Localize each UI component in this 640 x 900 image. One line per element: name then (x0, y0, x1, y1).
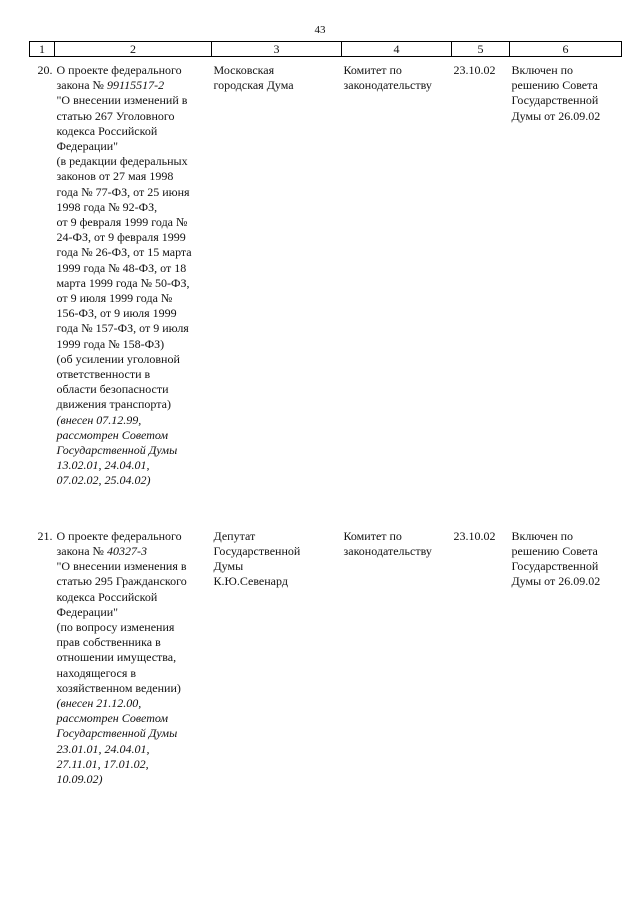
table-row (30, 57, 622, 489)
decision-line: Государственной (511, 559, 599, 574)
bill-title-text: (внесен 07.12.99, (56, 412, 142, 427)
bill-title-line (57, 397, 210, 412)
bill-title-line (57, 185, 210, 200)
committee-line: законодательству (343, 78, 432, 93)
column-header-5: 5 (452, 42, 510, 57)
bill-title-text: О проекте федерального (56, 528, 182, 543)
bill-title-text: марта 1999 года № 50-ФЗ, (56, 275, 190, 290)
bill-title-line (57, 154, 210, 169)
bill-title-line (57, 726, 210, 741)
bill-title-text: отношении имущества, (56, 650, 177, 665)
bill-title-line (57, 458, 210, 473)
author-line: городская Дума (213, 78, 294, 93)
bill-title-line (57, 291, 210, 306)
decision-line: Включен по (511, 528, 574, 543)
decision-cell (510, 57, 622, 489)
bill-title-line (57, 681, 210, 696)
committee-cell (342, 57, 452, 489)
bill-title-line (57, 230, 210, 245)
bill-title-line (57, 413, 210, 428)
bill-title-text: движения транспорта) (56, 397, 171, 412)
bill-title-text: (внесен 21.12.00, (56, 695, 142, 710)
bill-title-text: О проекте федерального (56, 63, 182, 77)
decision-line: Включен по (511, 63, 574, 77)
bill-title-line (57, 590, 210, 605)
table-body (30, 57, 622, 788)
author-line: Депутат (213, 528, 256, 543)
bill-title-text: 24-ФЗ, от 9 февраля 1999 (56, 230, 186, 245)
bill-title-text: рассмотрен Советом (56, 427, 169, 442)
bill-title-line (57, 352, 210, 367)
bill-title-line (57, 200, 210, 215)
bill-title-line (57, 574, 210, 589)
bill-title-text: законов от 27 мая 1998 (56, 169, 174, 184)
bill-title-line (57, 169, 210, 184)
bill-title-text: статью 267 Уголовного (56, 108, 175, 123)
author-line: К.Ю.Севенард (213, 574, 288, 589)
bill-title-line (57, 93, 210, 108)
column-header-2: 2 (55, 42, 212, 57)
bill-title-line (57, 529, 210, 544)
committee-cell (342, 523, 452, 787)
author-line: Государственной (213, 543, 301, 558)
bill-title-text: (по вопросу изменения (56, 619, 175, 634)
author-cell (212, 523, 342, 787)
committee-line: Комитет по (343, 63, 402, 77)
bill-title-line (57, 109, 210, 124)
bill-title-line (57, 428, 210, 443)
bill-title-text: находящегося в (56, 665, 137, 680)
bills-table (29, 41, 622, 787)
bill-title-line (57, 215, 210, 230)
decision-line: Думы от 26.09.02 (511, 108, 601, 123)
column-header-4: 4 (342, 42, 452, 57)
bill-title-line (57, 443, 210, 458)
bill-title-line (57, 742, 210, 757)
bill-title-line (57, 473, 210, 488)
bill-title-text: Государственной Думы (56, 726, 178, 741)
page-number: 43 (314, 24, 326, 36)
bill-title-line (57, 772, 210, 787)
date-cell: 23.10.02 (453, 63, 496, 77)
bill-title-text: "О внесении изменения в (56, 559, 187, 574)
bill-title-line (57, 139, 210, 154)
bill-title-line (57, 78, 210, 93)
bill-title-line (57, 63, 210, 78)
bill-title-line (57, 620, 210, 635)
bill-title-text: хозяйственном ведении) (56, 680, 181, 695)
bill-title-text: закона № (56, 543, 107, 558)
bill-title-text: года № 77-ФЗ, от 25 июня (56, 184, 190, 199)
bill-title-text: рассмотрен Советом (56, 711, 169, 726)
bill-title-text: закона № (56, 78, 107, 93)
author-line: Думы (213, 559, 244, 574)
bill-title-line (57, 605, 210, 620)
bill-title-text: ответственности в (56, 367, 151, 382)
bill-title-cell (55, 523, 212, 787)
bill-title-text: 13.02.01, 24.04.01, (56, 458, 150, 473)
bill-title-cell (55, 57, 212, 489)
bill-title-text: года № 157-ФЗ, от 9 июля (56, 321, 189, 336)
bill-number: 40327-3 (106, 543, 147, 558)
decision-cell (510, 523, 622, 787)
row-number: 20. (37, 63, 53, 77)
bill-title-text: Федерации" (56, 604, 119, 619)
bill-title-line (57, 757, 210, 772)
row-number: 21. (37, 528, 53, 543)
bill-title-line (57, 666, 210, 681)
bill-title-text: 156-ФЗ, от 9 июля 1999 (56, 306, 177, 321)
bill-title-text: 10.09.02) (56, 771, 103, 786)
bill-title-text: 07.02.02, 25.04.02) (56, 473, 151, 488)
row-spacer (30, 489, 622, 523)
bill-title-text: года № 26-ФЗ, от 15 марта (56, 245, 192, 260)
bill-title-text: 27.11.01, 17.01.02, (56, 756, 149, 771)
bill-title-text: кодекса Российской (56, 589, 158, 604)
column-header-1: 1 (30, 42, 55, 57)
bill-title-line (57, 321, 210, 336)
bill-title-line (57, 245, 210, 260)
bill-title-text: Государственной Думы (56, 443, 178, 458)
bill-title-text: (об усилении уголовной (56, 351, 180, 366)
bill-title-line (57, 306, 210, 321)
bill-title-line (57, 696, 210, 711)
column-header-3: 3 (212, 42, 342, 57)
committee-line: законодательству (343, 543, 432, 558)
decision-line: Думы от 26.09.02 (511, 574, 601, 589)
bill-title-line (57, 711, 210, 726)
bill-title-text: статью 295 Гражданского (56, 574, 187, 589)
author-line: Московская (213, 63, 275, 77)
bill-title-line (57, 261, 210, 276)
bill-title-text: кодекса Российской (56, 123, 158, 138)
bill-title-line (57, 650, 210, 665)
column-header-row (30, 42, 622, 57)
author-cell (212, 57, 342, 489)
decision-line: решению Совета (511, 543, 598, 558)
bill-title-line (57, 337, 210, 352)
bill-title-text: 1998 года № 92-ФЗ, (56, 199, 158, 214)
bill-title-line (57, 382, 210, 397)
bill-title-text: 1999 года № 48-ФЗ, от 18 (56, 260, 187, 275)
table-row (30, 523, 622, 787)
bill-title-line (57, 276, 210, 291)
bill-title-text: от 9 февраля 1999 года № (56, 215, 188, 230)
bill-title-text: (в редакции федеральных (56, 154, 188, 169)
bill-title-line (57, 124, 210, 139)
bill-number: 99115517-2 (106, 78, 165, 93)
bill-title-line (57, 544, 210, 559)
column-header-6: 6 (510, 42, 622, 57)
bill-title-line (57, 367, 210, 382)
decision-line: решению Совета (511, 78, 598, 93)
bill-title-text: 1999 года № 158-ФЗ) (56, 336, 165, 351)
bill-title-line (57, 635, 210, 650)
decision-line: Государственной (511, 93, 599, 108)
committee-line: Комитет по (343, 528, 402, 543)
bill-title-text: от 9 июля 1999 года № (56, 291, 173, 306)
bill-title-text: области безопасности (56, 382, 169, 397)
date-cell: 23.10.02 (453, 528, 496, 543)
bill-title-text: Федерации" (56, 139, 119, 154)
bill-title-text: прав собственника в (56, 635, 161, 650)
bill-title-text: "О внесении изменений в (56, 93, 188, 108)
bill-title-text: 23.01.01, 24.04.01, (56, 741, 150, 756)
bill-title-line (57, 559, 210, 574)
